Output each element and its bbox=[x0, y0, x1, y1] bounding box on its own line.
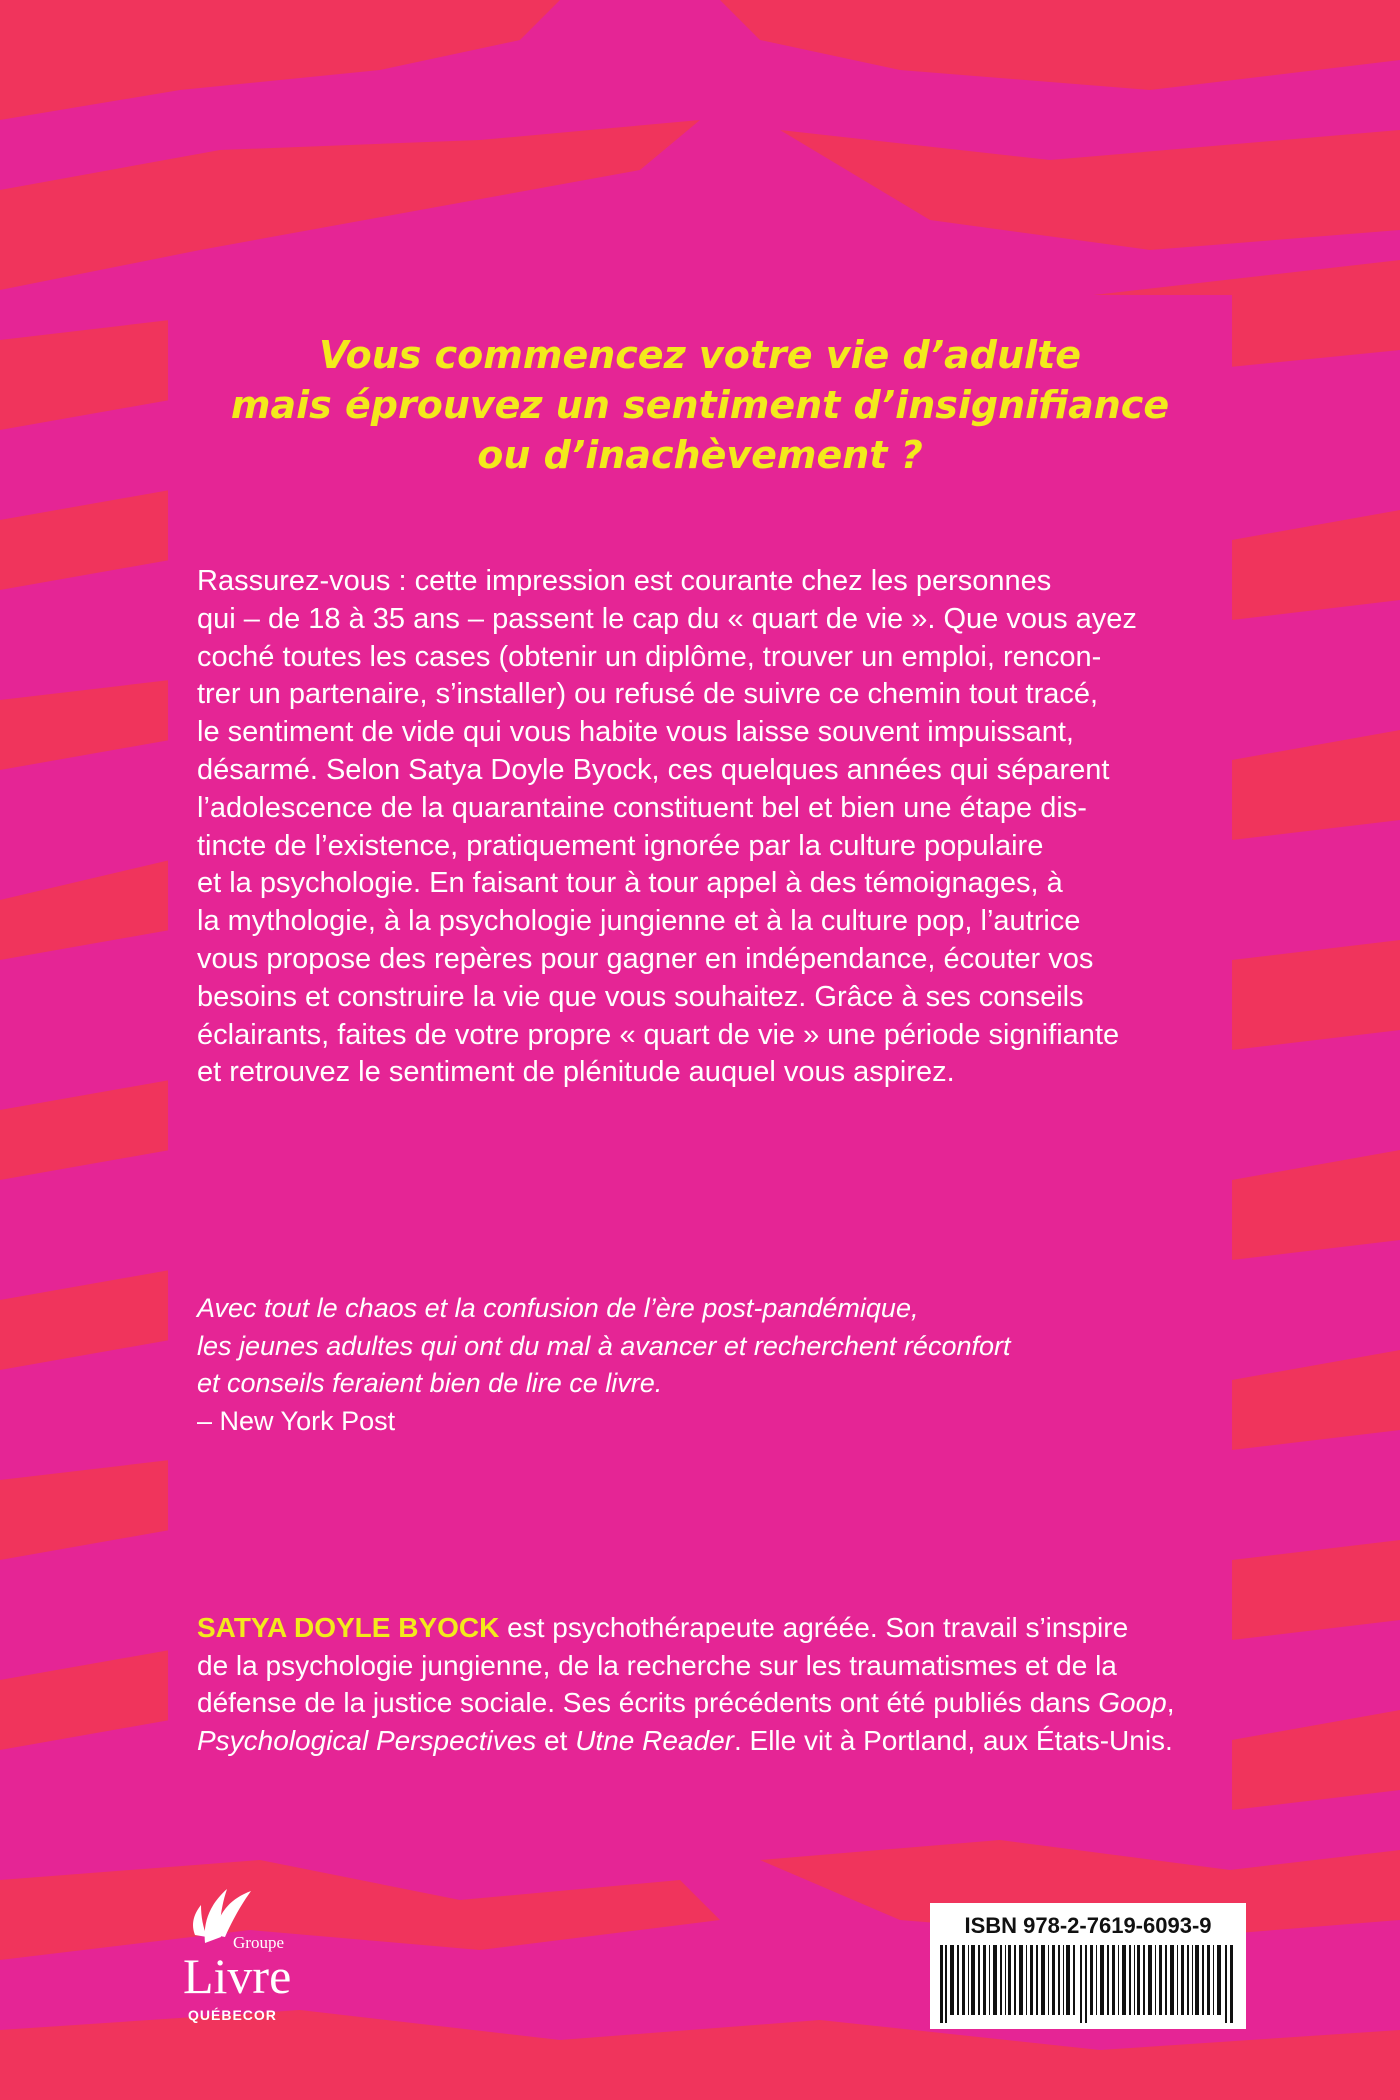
logo-livre-text: Livre bbox=[183, 1948, 292, 2004]
isbn-label: ISBN 978-2-7619-6093-9 bbox=[964, 1913, 1212, 1938]
bio-text: . Elle vit à Portland, aux États-Unis. bbox=[733, 1724, 1173, 1756]
bio-text: et bbox=[536, 1724, 576, 1756]
quote-source: – New York Post bbox=[197, 1405, 396, 1436]
description-line: la mythologie, à la psychologie jungienne et à la culture pop, l’autrice bbox=[197, 905, 1081, 938]
logo-quebecor-text: QUÉBECOR bbox=[188, 2007, 277, 2023]
description-line: vous propose des repères pour gagner en indépendance, écouter vos bbox=[197, 942, 1094, 975]
isbn-barcode-box bbox=[930, 1903, 1246, 2029]
bio-line: de la psychologie jungienne, de la recherche sur les traumatismes et de la bbox=[197, 1649, 1117, 1681]
quote-line: les jeunes adultes qui ont du mal à avancer et recherchent réconfort bbox=[197, 1330, 1011, 1361]
headline-line: Vous commencez votre vie d’adulte bbox=[318, 333, 1082, 377]
barcode-icon bbox=[940, 1945, 1236, 2023]
author-bio bbox=[197, 1609, 1207, 1759]
headline bbox=[168, 330, 1232, 480]
bio-text: est psychothérapeute agréée. Son travail s’inspire bbox=[499, 1612, 1129, 1643]
description-line: trer un partenaire, s’installer) ou refusé de suivre ce chemin tout tracé, bbox=[197, 678, 1099, 711]
author-name: SATYA DOYLE BYOCK bbox=[197, 1612, 500, 1643]
bio-text: défense de la justice sociale. Ses écrits précédents ont été publiés dans bbox=[197, 1687, 1099, 1718]
description-line: désarmé. Selon Satya Doyle Byock, ces quelques années qui séparent bbox=[197, 753, 1110, 786]
book-description bbox=[197, 563, 1207, 1092]
description-line: Rassurez-vous : cette impression est courante chez les personnes bbox=[197, 565, 1052, 597]
description-line: et la psychologie. En faisant tour à tour appel à des témoignages, à bbox=[197, 867, 1063, 900]
publication-title: Psychological Perspectives bbox=[197, 1724, 537, 1756]
headline-line: mais éprouvez un sentiment d’insignifiance bbox=[230, 383, 1170, 427]
description-line: et retrouvez le sentiment de plénitude auquel vous aspirez. bbox=[197, 1056, 955, 1089]
description-line: éclairants, faites de votre propre « quart de vie » une période signifiante bbox=[197, 1018, 1120, 1051]
publication-title: Utne Reader bbox=[575, 1724, 734, 1756]
bio-text: , bbox=[1166, 1687, 1175, 1718]
logo-groupe-text: Groupe bbox=[233, 1933, 284, 1952]
bio-line bbox=[197, 1684, 1207, 1722]
press-quote bbox=[197, 1290, 1207, 1440]
publication-title: Goop bbox=[1098, 1687, 1167, 1718]
description-line: l’adolescence de la quarantaine constituent bel et bien une étape dis- bbox=[197, 791, 1087, 824]
headline-line: ou d’inachèvement ? bbox=[477, 433, 923, 477]
description-line: tincte de l’existence, pratiquement ignorée par la culture populaire bbox=[197, 829, 1044, 862]
description-line: le sentiment de vide qui vous habite vous laisse souvent impuissant, bbox=[197, 716, 1074, 749]
description-line: coché toutes les cases (obtenir un diplôme, trouver un emploi, rencon- bbox=[197, 640, 1102, 673]
bio-line bbox=[197, 1609, 1207, 1647]
bio-line bbox=[197, 1722, 1207, 1760]
quote-line: Avec tout le chaos et la confusion de l’ère post-pandémique, bbox=[197, 1293, 919, 1323]
quote-line: et conseils feraient bien de lire ce livre. bbox=[197, 1368, 663, 1398]
publisher-logo bbox=[155, 1875, 325, 2035]
description-line: besoins et construire la vie que vous souhaitez. Grâce à ses conseils bbox=[197, 980, 1084, 1013]
description-line: qui – de 18 à 35 ans – passent le cap du « quart de vie ». Que vous ayez bbox=[197, 602, 1137, 635]
